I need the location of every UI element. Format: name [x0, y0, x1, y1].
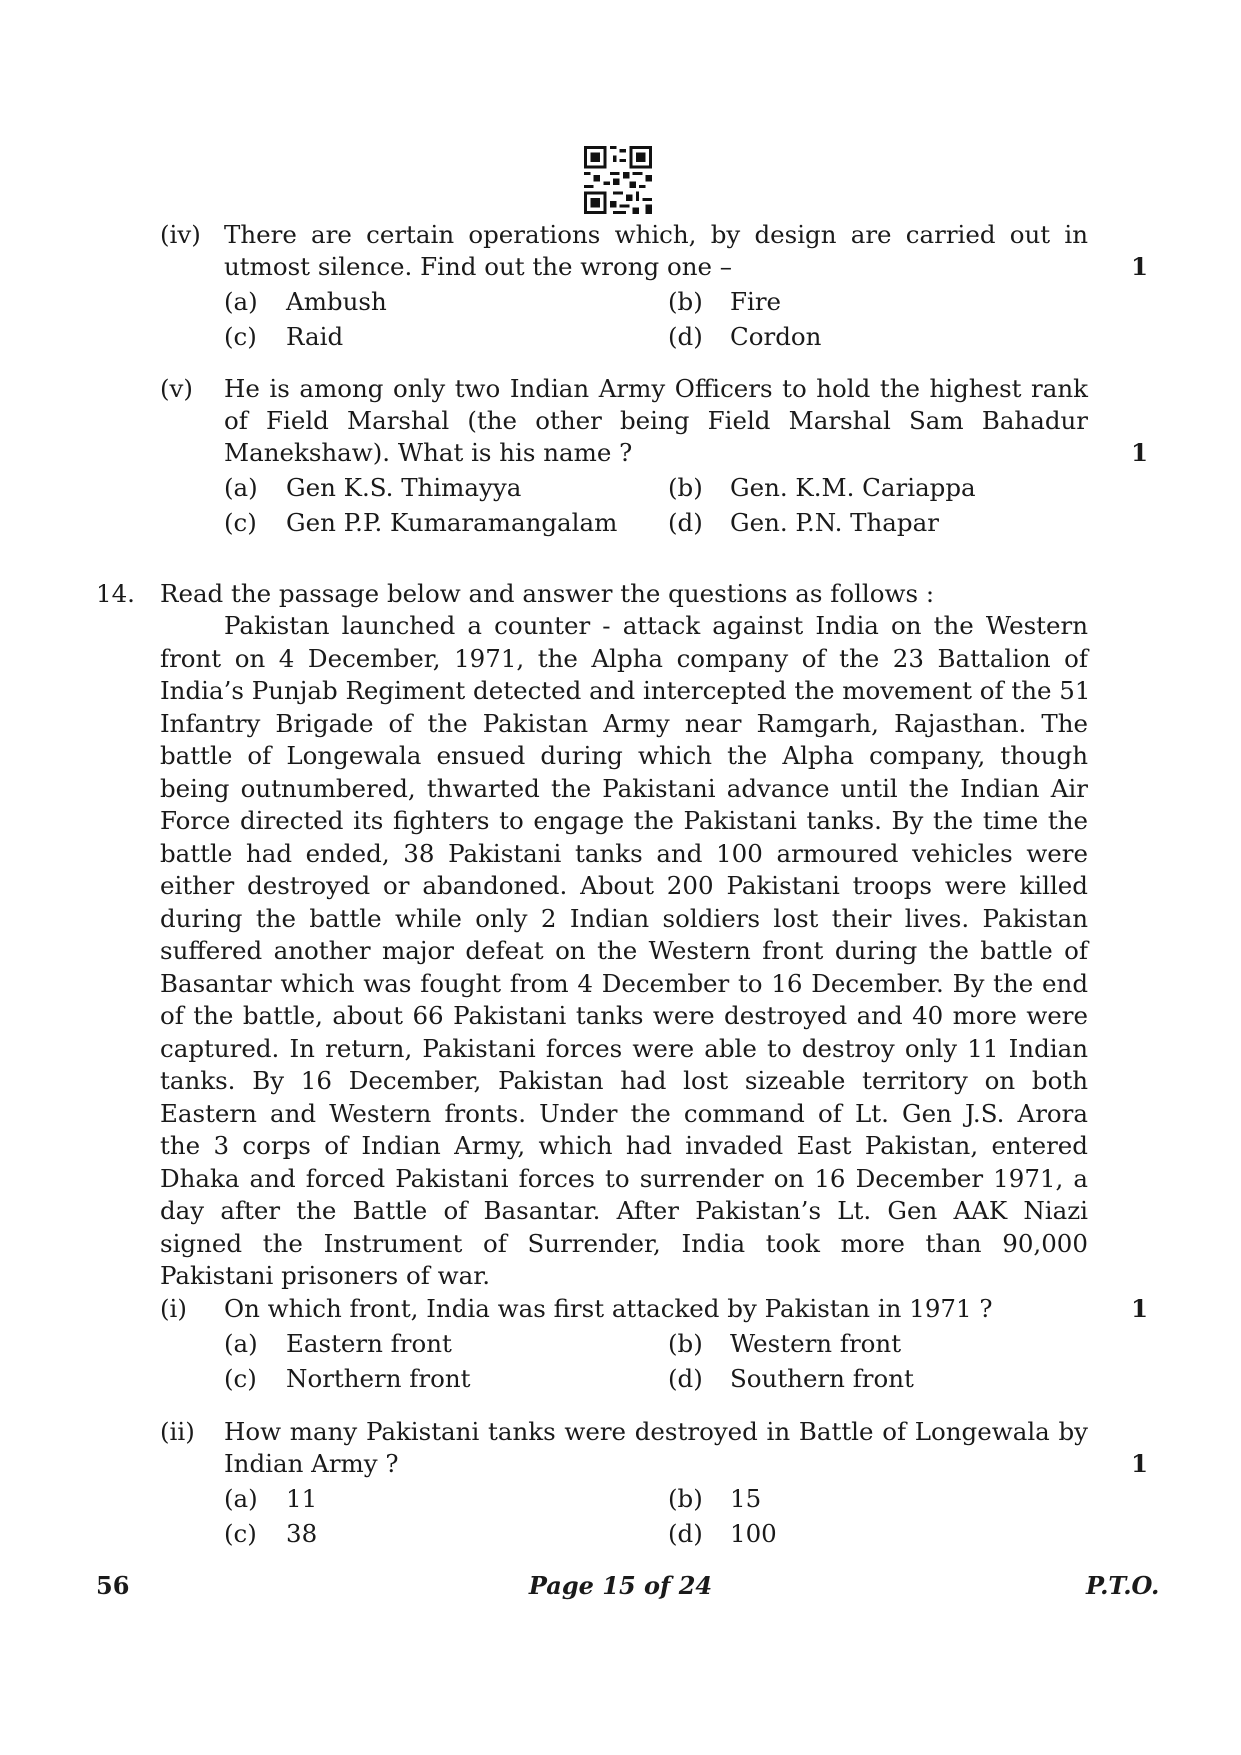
option-label: (a) — [224, 1484, 258, 1513]
marks-v: 1 — [1130, 438, 1148, 467]
question-v-line3: Manekshaw). What is his name ? — [224, 438, 633, 467]
option-text: Gen K.S. Thimayya — [286, 473, 522, 502]
option-text: Southern front — [730, 1364, 914, 1393]
option-label: (b) — [668, 287, 703, 316]
option-label: (a) — [224, 473, 258, 502]
option-label: (c) — [224, 508, 257, 537]
reading-passage — [160, 610, 1091, 1293]
passage-line: captured. In return, Pakistani forces were able to destroy only 11 Indian — [160, 1033, 1088, 1063]
passage-line: of the battle, about 66 Pakistani tanks were destroyed and 40 more were — [160, 1001, 1088, 1030]
option-label: (d) — [668, 322, 703, 351]
passage-line: Eastern and Western fronts. Under the command of Lt. Gen J.S. Arora — [160, 1098, 1088, 1128]
question-number-v: (v) — [160, 374, 193, 403]
option-label: (c) — [224, 1364, 257, 1393]
qr-code — [584, 146, 652, 214]
option-text: 38 — [286, 1519, 318, 1548]
option-label: (d) — [668, 508, 703, 537]
question-iv-line2: utmost silence. Find out the wrong one – — [224, 252, 733, 281]
marks-ii: 1 — [1130, 1449, 1148, 1478]
passage-line: battle had ended, 38 Pakistani tanks and 100 armoured vehicles were — [160, 838, 1088, 868]
option-text: Ambush — [286, 287, 387, 316]
question-v-line1: He is among only two Indian Army Officers to hold the highest rank — [224, 374, 1088, 403]
passage-line: battle of Longewala ensued during which the Alpha company, though — [160, 741, 1088, 770]
passage-line: Force directed its fighters to engage the Pakistani tanks. By the time the — [160, 806, 1088, 835]
passage-line: day after the Battle of Basantar. After Pakistan’s Lt. Gen AAK Niazi — [160, 1196, 1088, 1225]
option-text: Eastern front — [286, 1329, 452, 1358]
option-text: Cordon — [730, 322, 822, 351]
question-v-line2: of Field Marshal (the other being Field Marshal Sam Bahadur — [224, 406, 1088, 435]
option-label: (b) — [668, 1329, 703, 1358]
passage-line: Pakistani prisoners of war. — [160, 1261, 490, 1290]
passage-line: front on 4 December, 1971, the Alpha company of the 23 Battalion of — [160, 643, 1088, 673]
passage-line: Dhaka and forced Pakistani forces to surrender on 16 December 1971, a — [160, 1163, 1088, 1193]
option-text: Fire — [730, 287, 782, 316]
marks-iv: 1 — [1130, 252, 1148, 281]
passage-line: Basantar which was fought from 4 December to 16 December. By the end — [160, 968, 1088, 998]
paper-code: 56 — [96, 1571, 130, 1600]
option-label: (a) — [224, 287, 258, 316]
passage-line: Pakistan launched a counter - attack against India on the Western — [224, 611, 1088, 640]
option-label: (d) — [668, 1519, 703, 1548]
option-text: Raid — [286, 322, 344, 351]
option-text: Western front — [730, 1329, 902, 1358]
question-i-line1: On which front, India was first attacked by Pakistan in 1971 ? — [224, 1294, 993, 1323]
question-14-intro: Read the passage below and answer the questions as follows : — [160, 579, 935, 608]
option-text: Northern front — [286, 1364, 471, 1393]
passage-line: either destroyed or abandoned. About 200 Pakistani troops were killed — [160, 871, 1088, 900]
question-iv-line1: There are certain operations which, by design are carried out in — [224, 220, 1088, 249]
passage-line: being outnumbered, thwarted the Pakistani advance until the Indian Air — [160, 773, 1088, 803]
option-label: (a) — [224, 1329, 258, 1358]
option-label: (d) — [668, 1364, 703, 1393]
option-label: (b) — [668, 1484, 703, 1513]
option-label: (c) — [224, 322, 257, 351]
passage-line: Infantry Brigade of the Pakistan Army near Ramgarh, Rajasthan. The — [160, 708, 1088, 738]
passage-line: tanks. By 16 December, Pakistan had lost sizeable territory on both — [160, 1066, 1088, 1095]
question-number-iv: (iv) — [160, 220, 201, 249]
option-label: (b) — [668, 473, 703, 502]
passage-line: suffered another major defeat on the Western front during the battle of — [160, 936, 1088, 965]
option-text: 15 — [730, 1484, 762, 1513]
question-ii-line2: Indian Army ? — [224, 1449, 399, 1478]
passage-line: signed the Instrument of Surrender, India took more than 90,000 — [160, 1228, 1088, 1258]
passage-line: India’s Punjab Regiment detected and intercepted the movement of the 51 — [160, 676, 1091, 705]
option-text: Gen. K.M. Cariappa — [730, 473, 976, 502]
option-text: 11 — [286, 1484, 318, 1513]
option-text: 100 — [730, 1519, 777, 1548]
question-number-14: 14. — [96, 579, 135, 608]
passage-line: the 3 corps of Indian Army, which had invaded East Pakistan, entered — [160, 1131, 1088, 1160]
pto-label: P.T.O. — [1086, 1571, 1160, 1600]
question-number-i: (i) — [160, 1294, 187, 1323]
option-label: (c) — [224, 1519, 257, 1548]
question-number-ii: (ii) — [160, 1417, 195, 1446]
page-number: Page 15 of 24 — [528, 1571, 713, 1600]
question-ii-line1: How many Pakistani tanks were destroyed in Battle of Longewala by — [224, 1417, 1088, 1446]
option-text: Gen P.P. Kumaramangalam — [286, 508, 618, 537]
marks-i: 1 — [1130, 1294, 1148, 1323]
option-text: Gen. P.N. Thapar — [730, 508, 939, 537]
passage-line: during the battle while only 2 Indian soldiers lost their lives. Pakistan — [160, 903, 1088, 933]
